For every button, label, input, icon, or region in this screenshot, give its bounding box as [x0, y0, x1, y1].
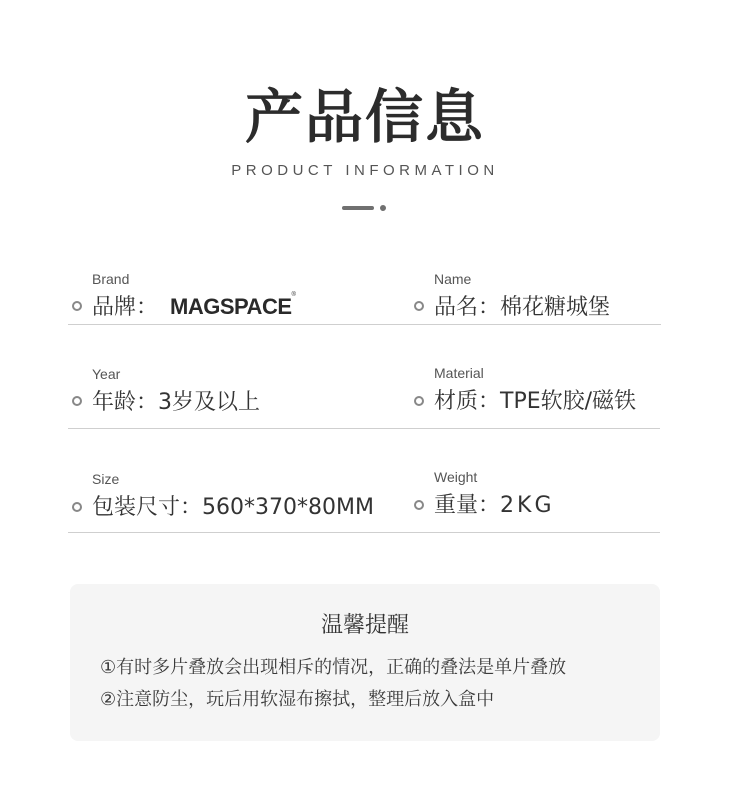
spec-material-value: TPE软胶/磁铁 [500, 389, 637, 414]
spec-size [72, 471, 392, 521]
spec-brand-label: 品牌： [92, 295, 159, 320]
circle-bullet-icon [72, 502, 82, 512]
spec-size-label: 包装尺寸： [92, 495, 203, 520]
spec-brand-line [92, 290, 295, 321]
circle-bullet-icon [414, 301, 424, 311]
circle-bullet-icon [72, 301, 82, 311]
spec-brand [72, 271, 372, 321]
page-subtitle: PRODUCT INFORMATION [231, 162, 499, 179]
spec-year-value: 3岁及以上 [158, 390, 261, 415]
spec-material-label: 材质： [434, 389, 501, 414]
spec-material-line [434, 384, 636, 415]
brand-logo [170, 294, 295, 319]
spec-name-value: 棉花糖城堡 [500, 295, 611, 320]
spec-name-line [434, 290, 610, 321]
spec-name [414, 271, 674, 321]
divider-dot [380, 205, 386, 211]
spec-year [72, 366, 372, 416]
brand-logo-mark: ® [291, 292, 296, 298]
spec-weight-value: 2KG [500, 493, 555, 518]
spec-weight-en-label: Weight [434, 469, 478, 485]
notice-title: 温馨提醒 [320, 613, 409, 638]
spec-name-label: 品名： [434, 295, 501, 320]
spec-weight-line [434, 488, 555, 519]
notice-line: ①有时多片叠放会出现相斥的情况，正确的叠法是单片叠放 [100, 657, 567, 678]
spec-size-line [92, 490, 374, 521]
circle-bullet-icon [72, 396, 82, 406]
spec-year-label: 年龄： [92, 390, 159, 415]
page-title: 产品信息 [244, 83, 485, 151]
row-divider [68, 428, 660, 429]
spec-name-en-label: Name [434, 271, 472, 287]
spec-weight [414, 469, 674, 519]
brand-logo-text: MAGSPACE [170, 294, 292, 319]
spec-year-line [92, 385, 260, 416]
spec-size-en-label: Size [92, 471, 120, 487]
spec-size-value: 560*370*80MM [202, 495, 374, 520]
title-divider-ornament [342, 205, 390, 212]
divider-bar [342, 206, 374, 210]
notice-line: ②注意防尘，玩后用软湿布擦拭，整理后放入盒中 [100, 689, 495, 710]
row-divider [68, 532, 660, 533]
spec-weight-label: 重量： [434, 493, 501, 518]
spec-year-en-label: Year [92, 366, 121, 382]
circle-bullet-icon [414, 500, 424, 510]
row-divider [68, 324, 661, 325]
spec-brand-en-label: Brand [92, 271, 130, 287]
notice-box [70, 584, 660, 741]
circle-bullet-icon [414, 396, 424, 406]
spec-material [414, 365, 674, 415]
spec-material-en-label: Material [434, 365, 484, 381]
